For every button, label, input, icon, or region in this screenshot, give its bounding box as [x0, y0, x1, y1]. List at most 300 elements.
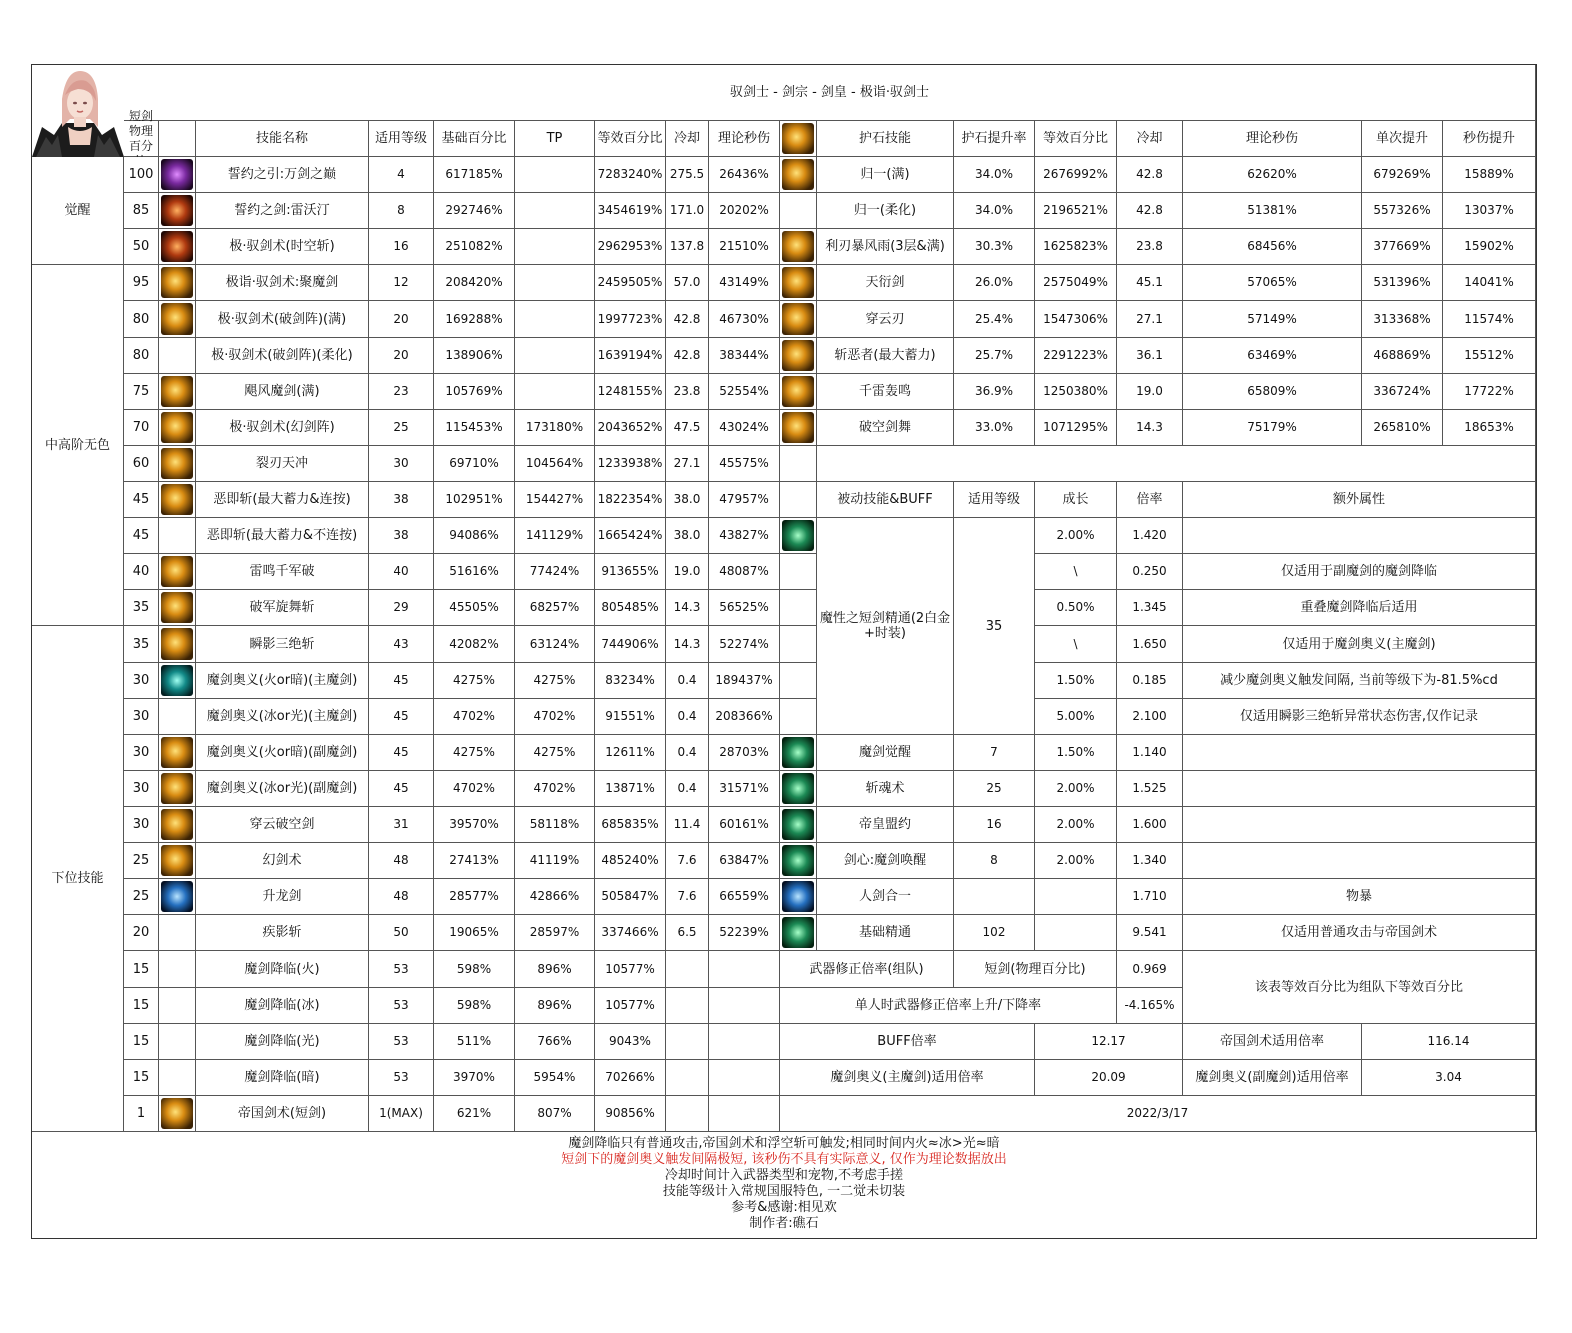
skill-theory-dps — [709, 1096, 780, 1132]
talisman-single-increase: 336724% — [1362, 374, 1443, 410]
mastery-multiplier: 1.345 — [1117, 590, 1183, 626]
talisman-icon — [780, 229, 817, 265]
solo-correction-label: 单人时武器修正倍率上升/下降率 — [780, 988, 1117, 1024]
skill-base-percent: 19065% — [434, 915, 515, 951]
talisman-icon — [780, 410, 817, 446]
skill-base-percent: 102951% — [434, 482, 515, 518]
skill-tp-percent: 4702% — [515, 699, 595, 735]
skill-cooldown: 19.0 — [666, 554, 709, 590]
passive-icon — [780, 879, 817, 915]
blank-spacer-row — [817, 446, 1536, 482]
skill-tp-percent: 68257% — [515, 590, 595, 626]
skill-theory-dps: 52554% — [709, 374, 780, 410]
skill-icon — [159, 554, 196, 590]
empty-icon-cell — [159, 1024, 196, 1060]
skill-base-percent: 511% — [434, 1024, 515, 1060]
header-physical-percent: 物理百分 — [124, 121, 159, 157]
skill-base-percent: 45505% — [434, 590, 515, 626]
skill-level-req: 80 — [124, 301, 159, 338]
skill-name: 魔剑降临(火) — [196, 951, 369, 988]
skill-name: 极诣·驭剑术:聚魔剑 — [196, 265, 369, 301]
empty-icon-cell — [780, 590, 817, 626]
skill-level-req: 45 — [124, 518, 159, 554]
skill-base-percent: 115453% — [434, 410, 515, 446]
skill-tp-percent: 141129% — [515, 518, 595, 554]
skill-applied-level: 4 — [369, 157, 434, 193]
talisman-equivalent: 1071295% — [1035, 410, 1117, 446]
skill-tp-percent: 766% — [515, 1024, 595, 1060]
skill-applied-level: 48 — [369, 843, 434, 879]
note-line: 制作者:礁石 — [749, 1216, 819, 1231]
group-label: 觉醒 — [32, 157, 124, 265]
header-skill-name: 技能名称 — [196, 121, 369, 157]
skill-icon — [159, 193, 196, 229]
talisman-dps: 75179% — [1183, 410, 1362, 446]
sub-sword-multiplier-value: 3.04 — [1362, 1060, 1536, 1096]
skill-theory-dps: 66559% — [709, 879, 780, 915]
skill-base-percent: 621% — [434, 1096, 515, 1132]
skill-icon — [159, 301, 196, 338]
skill-cooldown: 11.4 — [666, 807, 709, 843]
empty-icon-cell — [159, 518, 196, 554]
skill-tp-percent: 154427% — [515, 482, 595, 518]
talisman-single-increase: 265810% — [1362, 410, 1443, 446]
skill-base-percent: 617185% — [434, 157, 515, 193]
passive-level: 7 — [954, 735, 1035, 771]
page-title: 驭剑士 - 剑宗 - 剑皇 - 极诣·驭剑士 — [124, 65, 1536, 121]
skill-equivalent-percent: 7283240% — [595, 157, 666, 193]
skill-theory-dps: 38344% — [709, 338, 780, 374]
talisman-header-icon — [780, 121, 817, 157]
skill-applied-level: 43 — [369, 626, 434, 663]
mastery-multiplier: 1.420 — [1117, 518, 1183, 554]
imperial-multiplier-value: 116.14 — [1362, 1024, 1536, 1060]
talisman-single-increase: 557326% — [1362, 193, 1443, 229]
skill-equivalent-percent: 1639194% — [595, 338, 666, 374]
talisman-name: 穿云刃 — [817, 301, 954, 338]
skill-base-percent: 4275% — [434, 663, 515, 699]
talisman-dps-increase: 11574% — [1443, 301, 1536, 338]
talisman-equivalent: 2291223% — [1035, 338, 1117, 374]
skill-level-req: 100 — [124, 157, 159, 193]
skill-tp-percent: 4275% — [515, 735, 595, 771]
talisman-icon — [780, 338, 817, 374]
skill-base-percent: 4702% — [434, 771, 515, 807]
skill-applied-level: 29 — [369, 590, 434, 626]
empty-icon-cell — [780, 554, 817, 590]
skill-tp-percent: 41119% — [515, 843, 595, 879]
talisman-cooldown: 42.8 — [1117, 157, 1183, 193]
talisman-dps-increase: 15889% — [1443, 157, 1536, 193]
skill-level-req: 15 — [124, 951, 159, 988]
skill-tp-percent — [515, 301, 595, 338]
skill-name: 穿云破空剑 — [196, 807, 369, 843]
passive-growth: 2.00% — [1035, 843, 1117, 879]
mastery-note: 减少魔剑奥义触发间隔, 当前等级下为-81.5%cd — [1183, 663, 1536, 699]
skill-applied-level: 31 — [369, 807, 434, 843]
skill-level-req: 35 — [124, 626, 159, 663]
skill-theory-dps — [709, 988, 780, 1024]
skill-name: 瞬影三绝斩 — [196, 626, 369, 663]
skill-applied-level: 38 — [369, 518, 434, 554]
passive-multiplier: 1.525 — [1117, 771, 1183, 807]
weapon-type: 短剑(物理百分比) — [954, 951, 1117, 988]
skill-equivalent-percent: 485240% — [595, 843, 666, 879]
passive-note — [1183, 843, 1536, 879]
skill-icon — [159, 879, 196, 915]
skill-cooldown: 0.4 — [666, 771, 709, 807]
skill-tp-percent: 896% — [515, 988, 595, 1024]
skill-theory-dps: 56525% — [709, 590, 780, 626]
empty-icon-cell — [159, 121, 196, 157]
skill-base-percent: 598% — [434, 988, 515, 1024]
skill-level-req: 15 — [124, 1060, 159, 1096]
header-dps-increase: 秒伤提升 — [1443, 121, 1536, 157]
header-talisman-rate: 护石提升率 — [954, 121, 1035, 157]
skill-cooldown: 57.0 — [666, 265, 709, 301]
empty-icon-cell — [159, 699, 196, 735]
date-cell: 2022/3/17 — [780, 1096, 1536, 1132]
header-talisman-skill: 护石技能 — [817, 121, 954, 157]
skill-equivalent-percent: 1997723% — [595, 301, 666, 338]
skill-name: 极·驭剑术(幻剑阵) — [196, 410, 369, 446]
skill-level-req: 60 — [124, 446, 159, 482]
skill-applied-level: 45 — [369, 735, 434, 771]
mastery-icon — [780, 518, 817, 554]
talisman-dps: 57149% — [1183, 301, 1362, 338]
skill-theory-dps: 47957% — [709, 482, 780, 518]
talisman-name: 斩恶者(最大蓄力) — [817, 338, 954, 374]
skill-base-percent: 208420% — [434, 265, 515, 301]
skill-base-percent: 292746% — [434, 193, 515, 229]
talisman-rate: 33.0% — [954, 410, 1035, 446]
skill-icon — [159, 590, 196, 626]
talisman-dps: 68456% — [1183, 229, 1362, 265]
skill-equivalent-percent: 805485% — [595, 590, 666, 626]
passive-multiplier: 1.600 — [1117, 807, 1183, 843]
skill-cooldown: 42.8 — [666, 301, 709, 338]
skill-tp-percent: 42866% — [515, 879, 595, 915]
passive-name: 基础精通 — [817, 915, 954, 951]
empty-icon-cell — [780, 626, 817, 663]
skill-applied-level: 16 — [369, 229, 434, 265]
skill-icon — [159, 157, 196, 193]
skill-name: 雷鸣千军破 — [196, 554, 369, 590]
mastery-note: 重叠魔剑降临后适用 — [1183, 590, 1536, 626]
empty-icon-cell — [159, 988, 196, 1024]
skill-base-percent: 4702% — [434, 699, 515, 735]
notes-section — [32, 1130, 1536, 1238]
passive-level — [954, 879, 1035, 915]
skill-tp-percent — [515, 338, 595, 374]
skill-base-percent: 27413% — [434, 843, 515, 879]
empty-icon-cell — [780, 446, 817, 482]
note-line: 冷却时间计入武器类型和宠物,不考虑手搓 — [664, 1168, 904, 1183]
skill-cooldown: 0.4 — [666, 699, 709, 735]
note-line: 技能等级计入常规国服特色, 一二觉未切装 — [662, 1184, 906, 1199]
passive-level: 8 — [954, 843, 1035, 879]
header-cooldown: 冷却 — [666, 121, 709, 157]
sub-sword-multiplier-label: 魔剑奥义(副魔剑)适用倍率 — [1183, 1060, 1362, 1096]
skill-equivalent-percent: 9043% — [595, 1024, 666, 1060]
passive-header-growth: 成长 — [1035, 482, 1117, 518]
buff-multiplier-value: 12.17 — [1035, 1024, 1183, 1060]
talisman-icon — [780, 157, 817, 193]
skill-base-percent: 4275% — [434, 735, 515, 771]
skill-applied-level: 23 — [369, 374, 434, 410]
talisman-equivalent: 2575049% — [1035, 265, 1117, 301]
passive-note — [1183, 807, 1536, 843]
talisman-cooldown: 23.8 — [1117, 229, 1183, 265]
skill-equivalent-percent: 83234% — [595, 663, 666, 699]
passive-icon — [780, 807, 817, 843]
skill-icon — [159, 410, 196, 446]
talisman-dps: 51381% — [1183, 193, 1362, 229]
passive-icon — [780, 735, 817, 771]
skill-name: 魔剑降临(冰) — [196, 988, 369, 1024]
skill-level-req: 75 — [124, 374, 159, 410]
skill-cooldown — [666, 1024, 709, 1060]
skill-level-req: 50 — [124, 229, 159, 265]
skill-theory-dps: 43149% — [709, 265, 780, 301]
skill-icon — [159, 1096, 196, 1132]
talisman-single-increase: 313368% — [1362, 301, 1443, 338]
main-sword-multiplier-value: 20.09 — [1035, 1060, 1183, 1096]
skill-name: 裂刃天冲 — [196, 446, 369, 482]
header-equivalent-percent: 等效百分比 — [595, 121, 666, 157]
skill-base-percent: 51616% — [434, 554, 515, 590]
mastery-note: 仅适用于魔剑奥义(主魔剑) — [1183, 626, 1536, 663]
skill-equivalent-percent: 1233938% — [595, 446, 666, 482]
skill-tp-percent: 4702% — [515, 771, 595, 807]
skill-base-percent: 138906% — [434, 338, 515, 374]
skill-name: 帝国剑术(短剑) — [196, 1096, 369, 1132]
skill-equivalent-percent: 1665424% — [595, 518, 666, 554]
imperial-multiplier-label: 帝国剑术适用倍率 — [1183, 1024, 1362, 1060]
skill-equivalent-percent: 744906% — [595, 626, 666, 663]
passive-name: 斩魂术 — [817, 771, 954, 807]
empty-icon-cell — [159, 338, 196, 374]
skill-equivalent-percent: 685835% — [595, 807, 666, 843]
talisman-name: 千雷轰鸣 — [817, 374, 954, 410]
passive-growth: 2.00% — [1035, 807, 1117, 843]
skill-applied-level: 53 — [369, 988, 434, 1024]
skill-name: 魔剑奥义(火or暗)(副魔剑) — [196, 735, 369, 771]
mastery-growth: \ — [1035, 554, 1117, 590]
talisman-dps: 57065% — [1183, 265, 1362, 301]
skill-name: 极·驭剑术(破剑阵)(满) — [196, 301, 369, 338]
character-avatar — [32, 65, 124, 157]
talisman-cooldown: 19.0 — [1117, 374, 1183, 410]
talisman-dps-increase: 14041% — [1443, 265, 1536, 301]
skill-applied-level: 48 — [369, 879, 434, 915]
skill-applied-level: 40 — [369, 554, 434, 590]
talisman-equivalent: 2196521% — [1035, 193, 1117, 229]
mastery-growth: \ — [1035, 626, 1117, 663]
skill-theory-dps: 208366% — [709, 699, 780, 735]
mastery-note: 仅适用于副魔剑的魔剑降临 — [1183, 554, 1536, 590]
skill-tp-percent — [515, 265, 595, 301]
talisman-name: 破空剑舞 — [817, 410, 954, 446]
skill-icon — [159, 843, 196, 879]
passive-name: 魔剑觉醒 — [817, 735, 954, 771]
passive-multiplier: 1.340 — [1117, 843, 1183, 879]
header-talisman-equivalent: 等效百分比 — [1035, 121, 1117, 157]
skill-cooldown — [666, 951, 709, 988]
skill-equivalent-percent: 90856% — [595, 1096, 666, 1132]
talisman-single-increase: 377669% — [1362, 229, 1443, 265]
skill-theory-dps: 20202% — [709, 193, 780, 229]
skill-equivalent-percent: 2459505% — [595, 265, 666, 301]
header-base-percent: 基础百分比 — [434, 121, 515, 157]
skill-tp-percent: 173180% — [515, 410, 595, 446]
passive-multiplier: 9.541 — [1117, 915, 1183, 951]
passive-growth — [1035, 879, 1117, 915]
skill-equivalent-percent: 2043652% — [595, 410, 666, 446]
talisman-dps-increase: 13037% — [1443, 193, 1536, 229]
skill-icon — [159, 735, 196, 771]
skill-tp-percent: 58118% — [515, 807, 595, 843]
skill-equivalent-percent: 10577% — [595, 988, 666, 1024]
passive-multiplier: 1.140 — [1117, 735, 1183, 771]
skill-name: 誓约之剑:雷沃汀 — [196, 193, 369, 229]
talisman-dps: 65809% — [1183, 374, 1362, 410]
skill-equivalent-percent: 13871% — [595, 771, 666, 807]
skill-name: 破军旋舞斩 — [196, 590, 369, 626]
skill-equivalent-percent: 91551% — [595, 699, 666, 735]
skill-name: 恶即斩(最大蓄力&连按) — [196, 482, 369, 518]
skill-theory-dps: 43024% — [709, 410, 780, 446]
passive-note — [1183, 771, 1536, 807]
skill-cooldown — [666, 1096, 709, 1132]
skill-base-percent: 3970% — [434, 1060, 515, 1096]
skill-name: 魔剑奥义(冰or光)(主魔剑) — [196, 699, 369, 735]
team-note: 该表等效百分比为组队下等效百分比 — [1183, 951, 1536, 1024]
mastery-multiplier: 0.185 — [1117, 663, 1183, 699]
buff-multiplier-label: BUFF倍率 — [780, 1024, 1035, 1060]
mastery-name: 魔性之短剑精通(2白金+时装) — [817, 518, 954, 735]
mastery-multiplier: 0.250 — [1117, 554, 1183, 590]
skill-cooldown — [666, 1060, 709, 1096]
skill-tp-percent: 4275% — [515, 663, 595, 699]
skill-theory-dps: 46730% — [709, 301, 780, 338]
header-theory-dps: 理论秒伤 — [709, 121, 780, 157]
mastery-note: 仅适用瞬影三绝斩异常状态伤害,仅作记录 — [1183, 699, 1536, 735]
skill-equivalent-percent: 12611% — [595, 735, 666, 771]
talisman-single-increase: 468869% — [1362, 338, 1443, 374]
skill-base-percent: 598% — [434, 951, 515, 988]
talisman-cooldown: 27.1 — [1117, 301, 1183, 338]
note-line: 短剑下的魔剑奥义触发间隔极短, 该秒伤不具有实际意义, 仅作为理论数据放出 — [561, 1152, 1007, 1167]
talisman-cooldown: 42.8 — [1117, 193, 1183, 229]
talisman-name: 归一(满) — [817, 157, 954, 193]
skill-cooldown — [666, 988, 709, 1024]
skill-base-percent: 69710% — [434, 446, 515, 482]
skill-equivalent-percent: 10577% — [595, 951, 666, 988]
skill-theory-dps: 48087% — [709, 554, 780, 590]
skill-name: 恶即斩(最大蓄力&不连按) — [196, 518, 369, 554]
empty-icon-cell — [780, 482, 817, 518]
mastery-growth: 5.00% — [1035, 699, 1117, 735]
passive-note: 仅适用普通攻击与帝国剑术 — [1183, 915, 1536, 951]
passive-growth: 1.50% — [1035, 735, 1117, 771]
passive-header-multiplier: 倍率 — [1117, 482, 1183, 518]
skill-theory-dps: 45575% — [709, 446, 780, 482]
skill-applied-level: 1(MAX) — [369, 1096, 434, 1132]
skill-cooldown: 23.8 — [666, 374, 709, 410]
skill-tp-percent: 104564% — [515, 446, 595, 482]
skill-level-req: 20 — [124, 915, 159, 951]
talisman-rate: 25.4% — [954, 301, 1035, 338]
skill-name: 升龙剑 — [196, 879, 369, 915]
skill-applied-level: 25 — [369, 410, 434, 446]
mastery-growth: 1.50% — [1035, 663, 1117, 699]
skill-name: 魔剑降临(光) — [196, 1024, 369, 1060]
skill-icon — [159, 771, 196, 807]
passive-name: 帝皇盟约 — [817, 807, 954, 843]
talisman-cooldown: 45.1 — [1117, 265, 1183, 301]
skill-theory-dps: 63847% — [709, 843, 780, 879]
skill-cooldown: 6.5 — [666, 915, 709, 951]
skill-level-req: 15 — [124, 1024, 159, 1060]
skill-theory-dps: 189437% — [709, 663, 780, 699]
skill-level-req: 30 — [124, 699, 159, 735]
talisman-rate: 34.0% — [954, 157, 1035, 193]
skill-tp-percent — [515, 157, 595, 193]
talisman-dps: 62620% — [1183, 157, 1362, 193]
skill-name: 疾影斩 — [196, 915, 369, 951]
talisman-rate: 25.7% — [954, 338, 1035, 374]
skill-base-percent: 42082% — [434, 626, 515, 663]
group-label: 中高阶无色 — [32, 265, 124, 626]
skill-cooldown: 7.6 — [666, 843, 709, 879]
group-label: 下位技能 — [32, 626, 124, 1132]
skill-level-req: 25 — [124, 843, 159, 879]
mastery-note — [1183, 518, 1536, 554]
skill-cooldown: 137.8 — [666, 229, 709, 265]
skill-tp-percent: 28597% — [515, 915, 595, 951]
skill-cooldown: 0.4 — [666, 663, 709, 699]
skill-applied-level: 20 — [369, 338, 434, 374]
skill-level-req: 25 — [124, 879, 159, 915]
skill-applied-level: 45 — [369, 771, 434, 807]
skill-applied-level: 30 — [369, 446, 434, 482]
skill-level-req: 95 — [124, 265, 159, 301]
skill-icon — [159, 446, 196, 482]
skill-icon — [159, 229, 196, 265]
skill-cooldown: 0.4 — [666, 735, 709, 771]
skill-cooldown: 14.3 — [666, 626, 709, 663]
skill-theory-dps: 60161% — [709, 807, 780, 843]
note-line: 魔剑降临只有普通攻击,帝国剑术和浮空斩可触发;相同时间内火≈冰>光≈暗 — [568, 1136, 1000, 1151]
mastery-growth: 2.00% — [1035, 518, 1117, 554]
skill-cooldown: 14.3 — [666, 590, 709, 626]
skill-applied-level: 38 — [369, 482, 434, 518]
talisman-equivalent: 1625823% — [1035, 229, 1117, 265]
skill-applied-level: 53 — [369, 1060, 434, 1096]
empty-icon-cell — [780, 663, 817, 699]
talisman-rate: 36.9% — [954, 374, 1035, 410]
weapon-correction-value: 0.969 — [1117, 951, 1183, 988]
skill-equivalent-percent: 1248155% — [595, 374, 666, 410]
skill-tp-percent: 896% — [515, 951, 595, 988]
skill-cooldown: 275.5 — [666, 157, 709, 193]
empty-icon-cell — [159, 1060, 196, 1096]
skill-base-percent: 94086% — [434, 518, 515, 554]
skill-level-req: 30 — [124, 663, 159, 699]
talisman-rate: 26.0% — [954, 265, 1035, 301]
talisman-dps-increase: 17722% — [1443, 374, 1536, 410]
